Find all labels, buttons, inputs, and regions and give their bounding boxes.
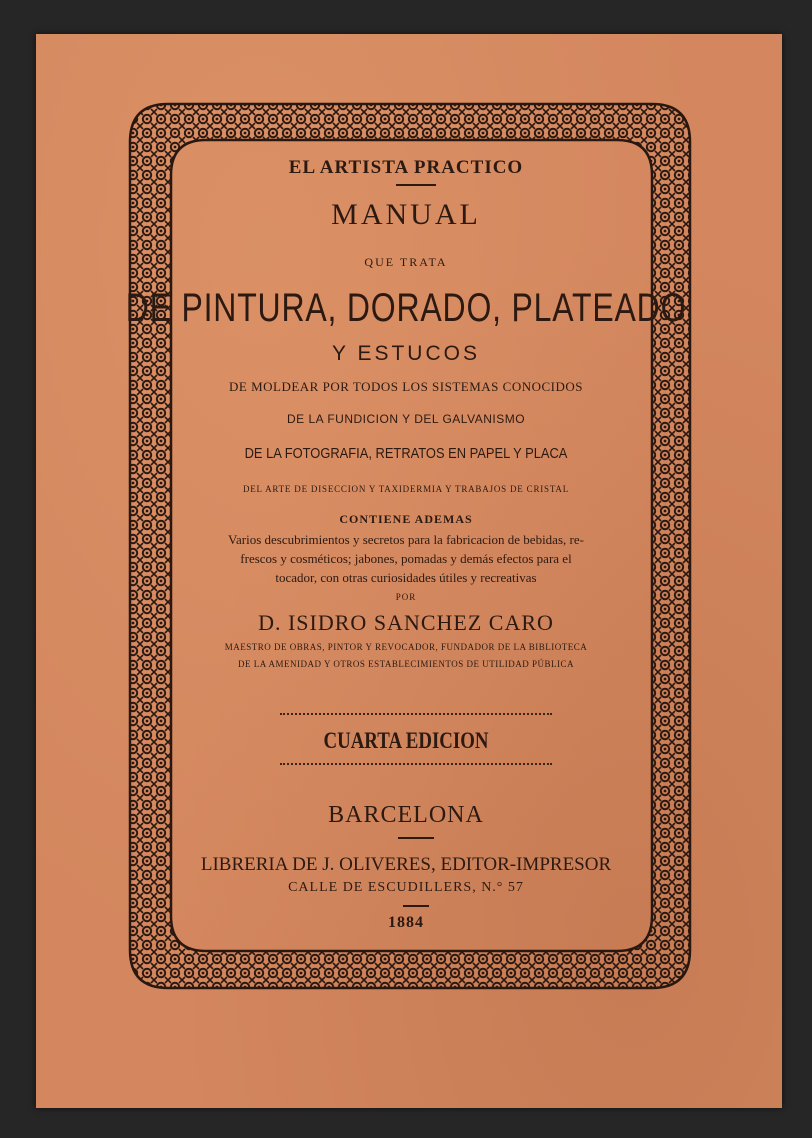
que-trata: QUE TRATA <box>364 255 448 269</box>
publisher: LIBRERIA DE J. OLIVERES, EDITOR-IMPRESOR <box>200 854 612 875</box>
description-line-2: frescos y cosméticos; jabones, pomadas y demás efectos para el <box>240 551 572 566</box>
author-description-1: MAESTRO DE OBRAS, PINTOR Y REVOCADOR, FUNDADOR DE LA BIBLIOTECA <box>224 642 588 652</box>
line-fundicion: DE LA FUNDICION Y DEL GALVANISMO <box>286 412 526 426</box>
divider <box>280 763 552 765</box>
line-diseccion: DEL ARTE DE DISECCION Y TAXIDERMIA Y TRABAJOS DE CRISTAL <box>242 484 570 494</box>
city: BARCELONA <box>328 802 484 828</box>
divider <box>398 837 434 839</box>
divider <box>280 713 552 715</box>
subject-secondary: Y ESTUCOS <box>332 342 480 365</box>
por-label: POR <box>395 592 417 602</box>
author-description-2: DE LA AMENIDAD Y OTROS ESTABLECIMIENTOS DE UTILIDAD PÚBLICA <box>238 659 574 669</box>
description-line-3: tocador, con otras curiosidades útiles y recreativas <box>275 570 537 585</box>
divider <box>396 184 436 186</box>
address: CALLE DE ESCUDILLERS, N.° 57 <box>288 880 524 895</box>
book-title: MANUAL <box>331 198 481 231</box>
description-line-1: Varios descubrimientos y secretos para la fabricacion de bebidas, re- <box>228 532 584 547</box>
line-fotografia: DE LA FOTOGRAFIA, RETRATOS EN PAPEL Y PLACA <box>244 445 568 462</box>
edition: CUARTA EDICION <box>323 728 489 753</box>
line-moldear: DE MOLDEAR POR TODOS LOS SISTEMAS CONOCIDOS <box>228 379 583 394</box>
publication-year: 1884 <box>388 914 424 931</box>
author-name: D. ISIDRO SANCHEZ CARO <box>258 610 554 635</box>
divider <box>403 905 429 907</box>
contiene-heading: CONTIENE ADEMAS <box>339 512 473 526</box>
series-title: EL ARTISTA PRACTICO <box>288 157 524 178</box>
subject-main: DE PINTURA, DORADO, PLATEADO <box>125 286 687 330</box>
